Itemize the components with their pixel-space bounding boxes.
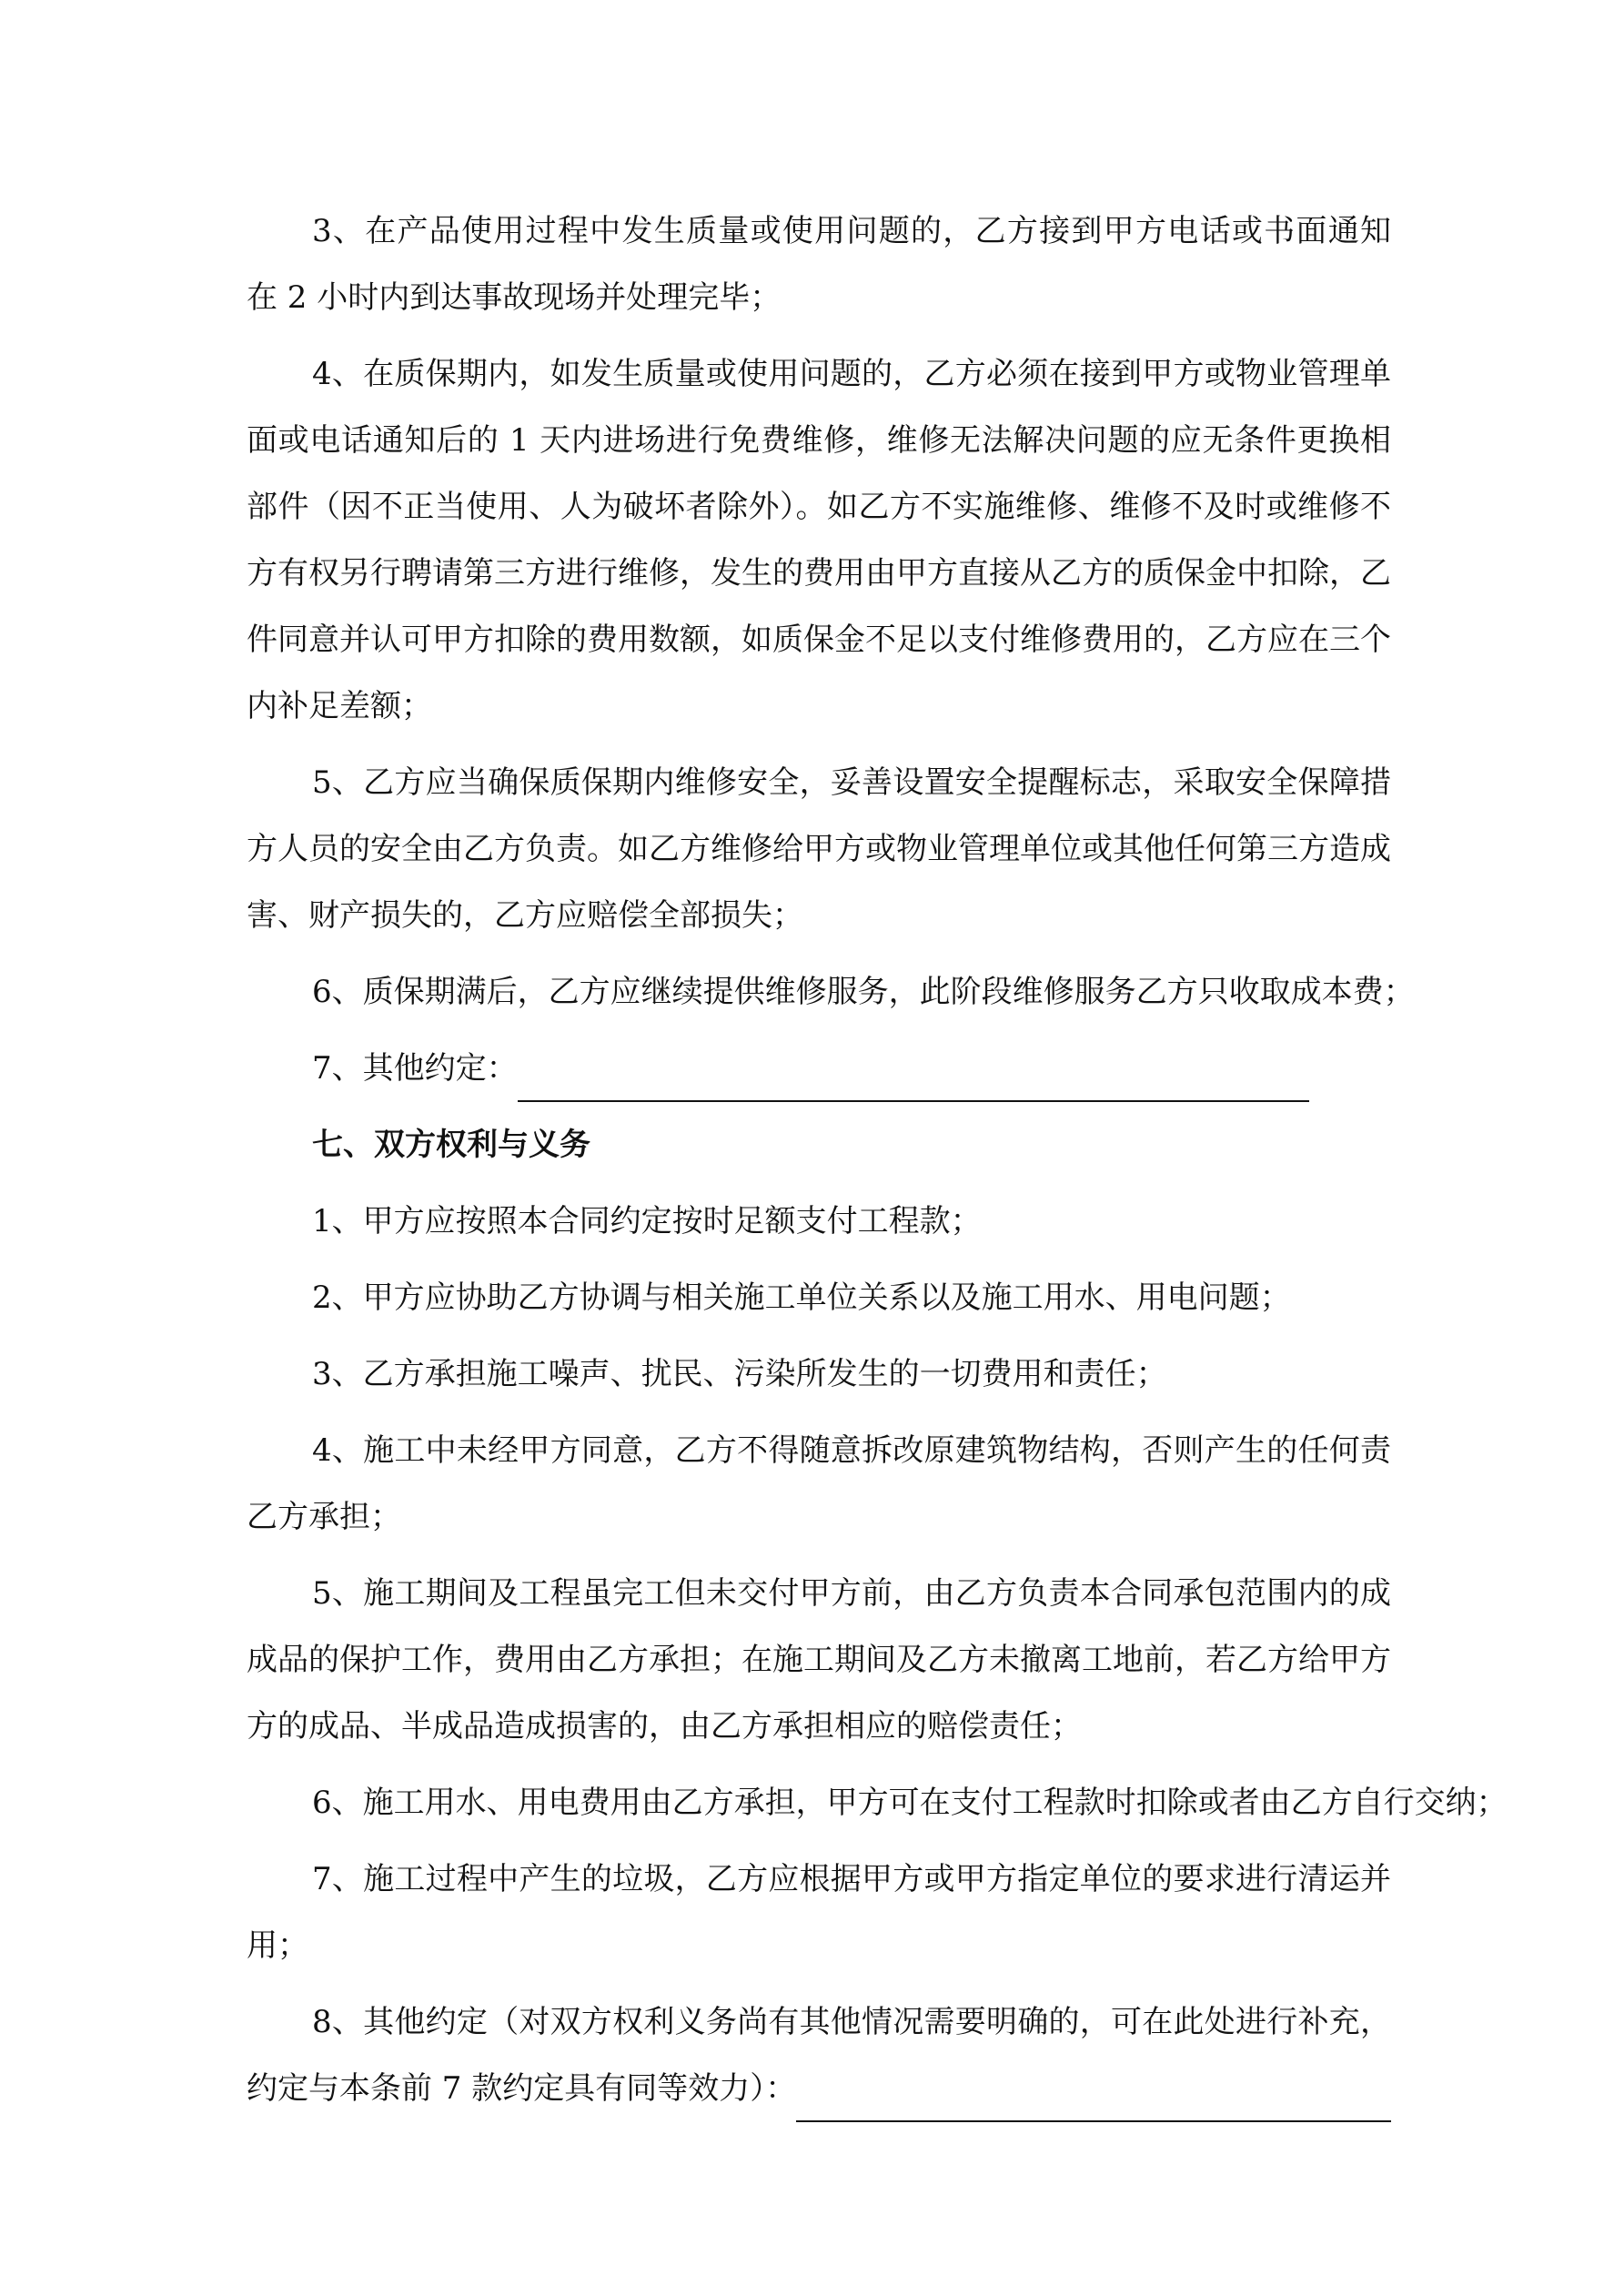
line-text: 2、甲方应协助乙方协调与相关施工单位关系以及施工用水、用电问题；	[312, 1279, 1291, 1316]
line-text: 内补足差额；	[247, 688, 432, 724]
clause-paragraph	[247, 1846, 1391, 1979]
text-line	[247, 198, 1391, 265]
text-line	[247, 1036, 1391, 1102]
text-line	[247, 673, 1391, 740]
document-page	[247, 198, 1508, 2132]
clause-paragraph	[247, 198, 1391, 331]
line-text: 3、在产品使用过程中发生质量或使用问题的，乙方接到甲方电话或书面通知	[312, 213, 1391, 249]
fill-in-blank[interactable]	[796, 2073, 1391, 2122]
clause-paragraph	[247, 341, 1391, 740]
section-heading	[247, 1112, 1391, 1178]
line-text: 面或电话通知后的 1 天内进场进行免费维修，维修无法解决问题的应无条件更换相	[247, 422, 1391, 459]
line-text: 5、施工期间及工程虽完工但未交付甲方前，由乙方负责本合同承包范围内的成	[312, 1575, 1391, 1612]
text-line	[247, 2056, 1391, 2122]
text-line	[247, 1694, 1391, 1760]
text-line	[247, 408, 1391, 474]
clause-paragraph	[247, 1188, 1391, 1255]
line-text: 害、财产损失的，乙方应赔偿全部损失；	[247, 897, 803, 934]
line-text: 8、其他约定（对双方权利义务尚有其他情况需要明确的，可在此处进行补充，	[312, 2004, 1391, 2040]
clause-paragraph	[247, 1989, 1391, 2122]
text-line	[247, 341, 1391, 408]
line-text: 方的成品、半成品造成损害的，由乙方承担相应的赔偿责任；	[247, 1708, 1082, 1745]
text-line	[247, 1112, 1391, 1178]
clause-paragraph	[247, 1770, 1508, 1836]
line-text: 6、质保期满后，乙方应继续提供维修服务，此阶段维修服务乙方只收取成本费；	[312, 974, 1415, 1010]
text-line	[247, 1188, 1391, 1255]
text-line	[247, 1913, 1391, 1979]
line-text: 5、乙方应当确保质保期内维修安全，妥善设置安全提醒标志，采取安全保障措	[312, 764, 1391, 801]
clause-paragraph	[247, 1561, 1391, 1760]
line-text: 乙方承担；	[247, 1499, 401, 1535]
line-text: 3、乙方承担施工噪声、扰民、污染所发生的一切费用和责任；	[312, 1356, 1167, 1392]
line-text: 七、双方权利与义务	[312, 1127, 590, 1163]
text-line	[247, 883, 1391, 949]
line-text: 成品的保护工作，费用由乙方承担；在施工期间及乙方未撤离工地前，若乙方给甲方	[247, 1642, 1391, 1678]
line-text: 方有权另行聘请第三方进行维修，发生的费用由甲方直接从乙方的质保金中扣除，乙	[247, 555, 1391, 592]
line-text: 7、施工过程中产生的垃圾，乙方应根据甲方或甲方指定单位的要求进行清运并	[312, 1861, 1391, 1897]
clause-paragraph	[247, 1265, 1391, 1331]
text-line	[247, 750, 1391, 816]
text-line	[247, 1770, 1508, 1836]
text-line	[247, 1418, 1391, 1484]
line-text: 在 2 小时内到达事故现场并处理完毕；	[247, 279, 782, 316]
text-line	[247, 816, 1391, 883]
text-line	[247, 1627, 1391, 1694]
line-text: 件同意并认可甲方扣除的费用数额，如质保金不足以支付维修费用的，乙方应在三个	[247, 622, 1391, 658]
text-line	[247, 474, 1391, 541]
line-text: 约定与本条前 7 款约定具有同等效力）：	[247, 2070, 797, 2107]
line-text: 6、施工用水、用电费用由乙方承担，甲方可在支付工程款时扣除或者由乙方自行交纳；	[312, 1785, 1508, 1821]
text-line	[247, 265, 1391, 331]
text-line	[247, 1484, 1391, 1551]
clause-paragraph	[247, 1036, 1391, 1102]
text-line	[247, 607, 1391, 673]
line-text: 方人员的安全由乙方负责。如乙方维修给甲方或物业管理单位或其他任何第三方造成	[247, 831, 1391, 867]
line-text: 4、在质保期内，如发生质量或使用问题的，乙方必须在接到甲方或物业管理单	[312, 356, 1391, 392]
line-text: 用；	[247, 1927, 308, 1964]
text-line	[247, 1341, 1391, 1408]
clause-paragraph	[247, 1418, 1391, 1551]
line-text: 1、甲方应按照本合同约定按时足额支付工程款；	[312, 1203, 982, 1239]
text-line	[247, 1846, 1391, 1913]
clause-paragraph	[247, 959, 1415, 1026]
text-line	[247, 1265, 1391, 1331]
clause-paragraph	[247, 750, 1391, 949]
text-line	[247, 959, 1415, 1026]
line-text: 部件（因不正当使用、人为破坏者除外）。如乙方不实施维修、维修不及时或维修不	[247, 489, 1391, 525]
text-line	[247, 541, 1391, 607]
line-text: 4、施工中未经甲方同意，乙方不得随意拆改原建筑物结构，否则产生的任何责	[312, 1432, 1391, 1469]
clause-paragraph	[247, 1341, 1391, 1408]
text-line	[247, 1989, 1391, 2056]
text-line	[247, 1561, 1391, 1627]
fill-in-blank[interactable]	[518, 1053, 1309, 1102]
line-text: 7、其他约定：	[312, 1050, 518, 1087]
